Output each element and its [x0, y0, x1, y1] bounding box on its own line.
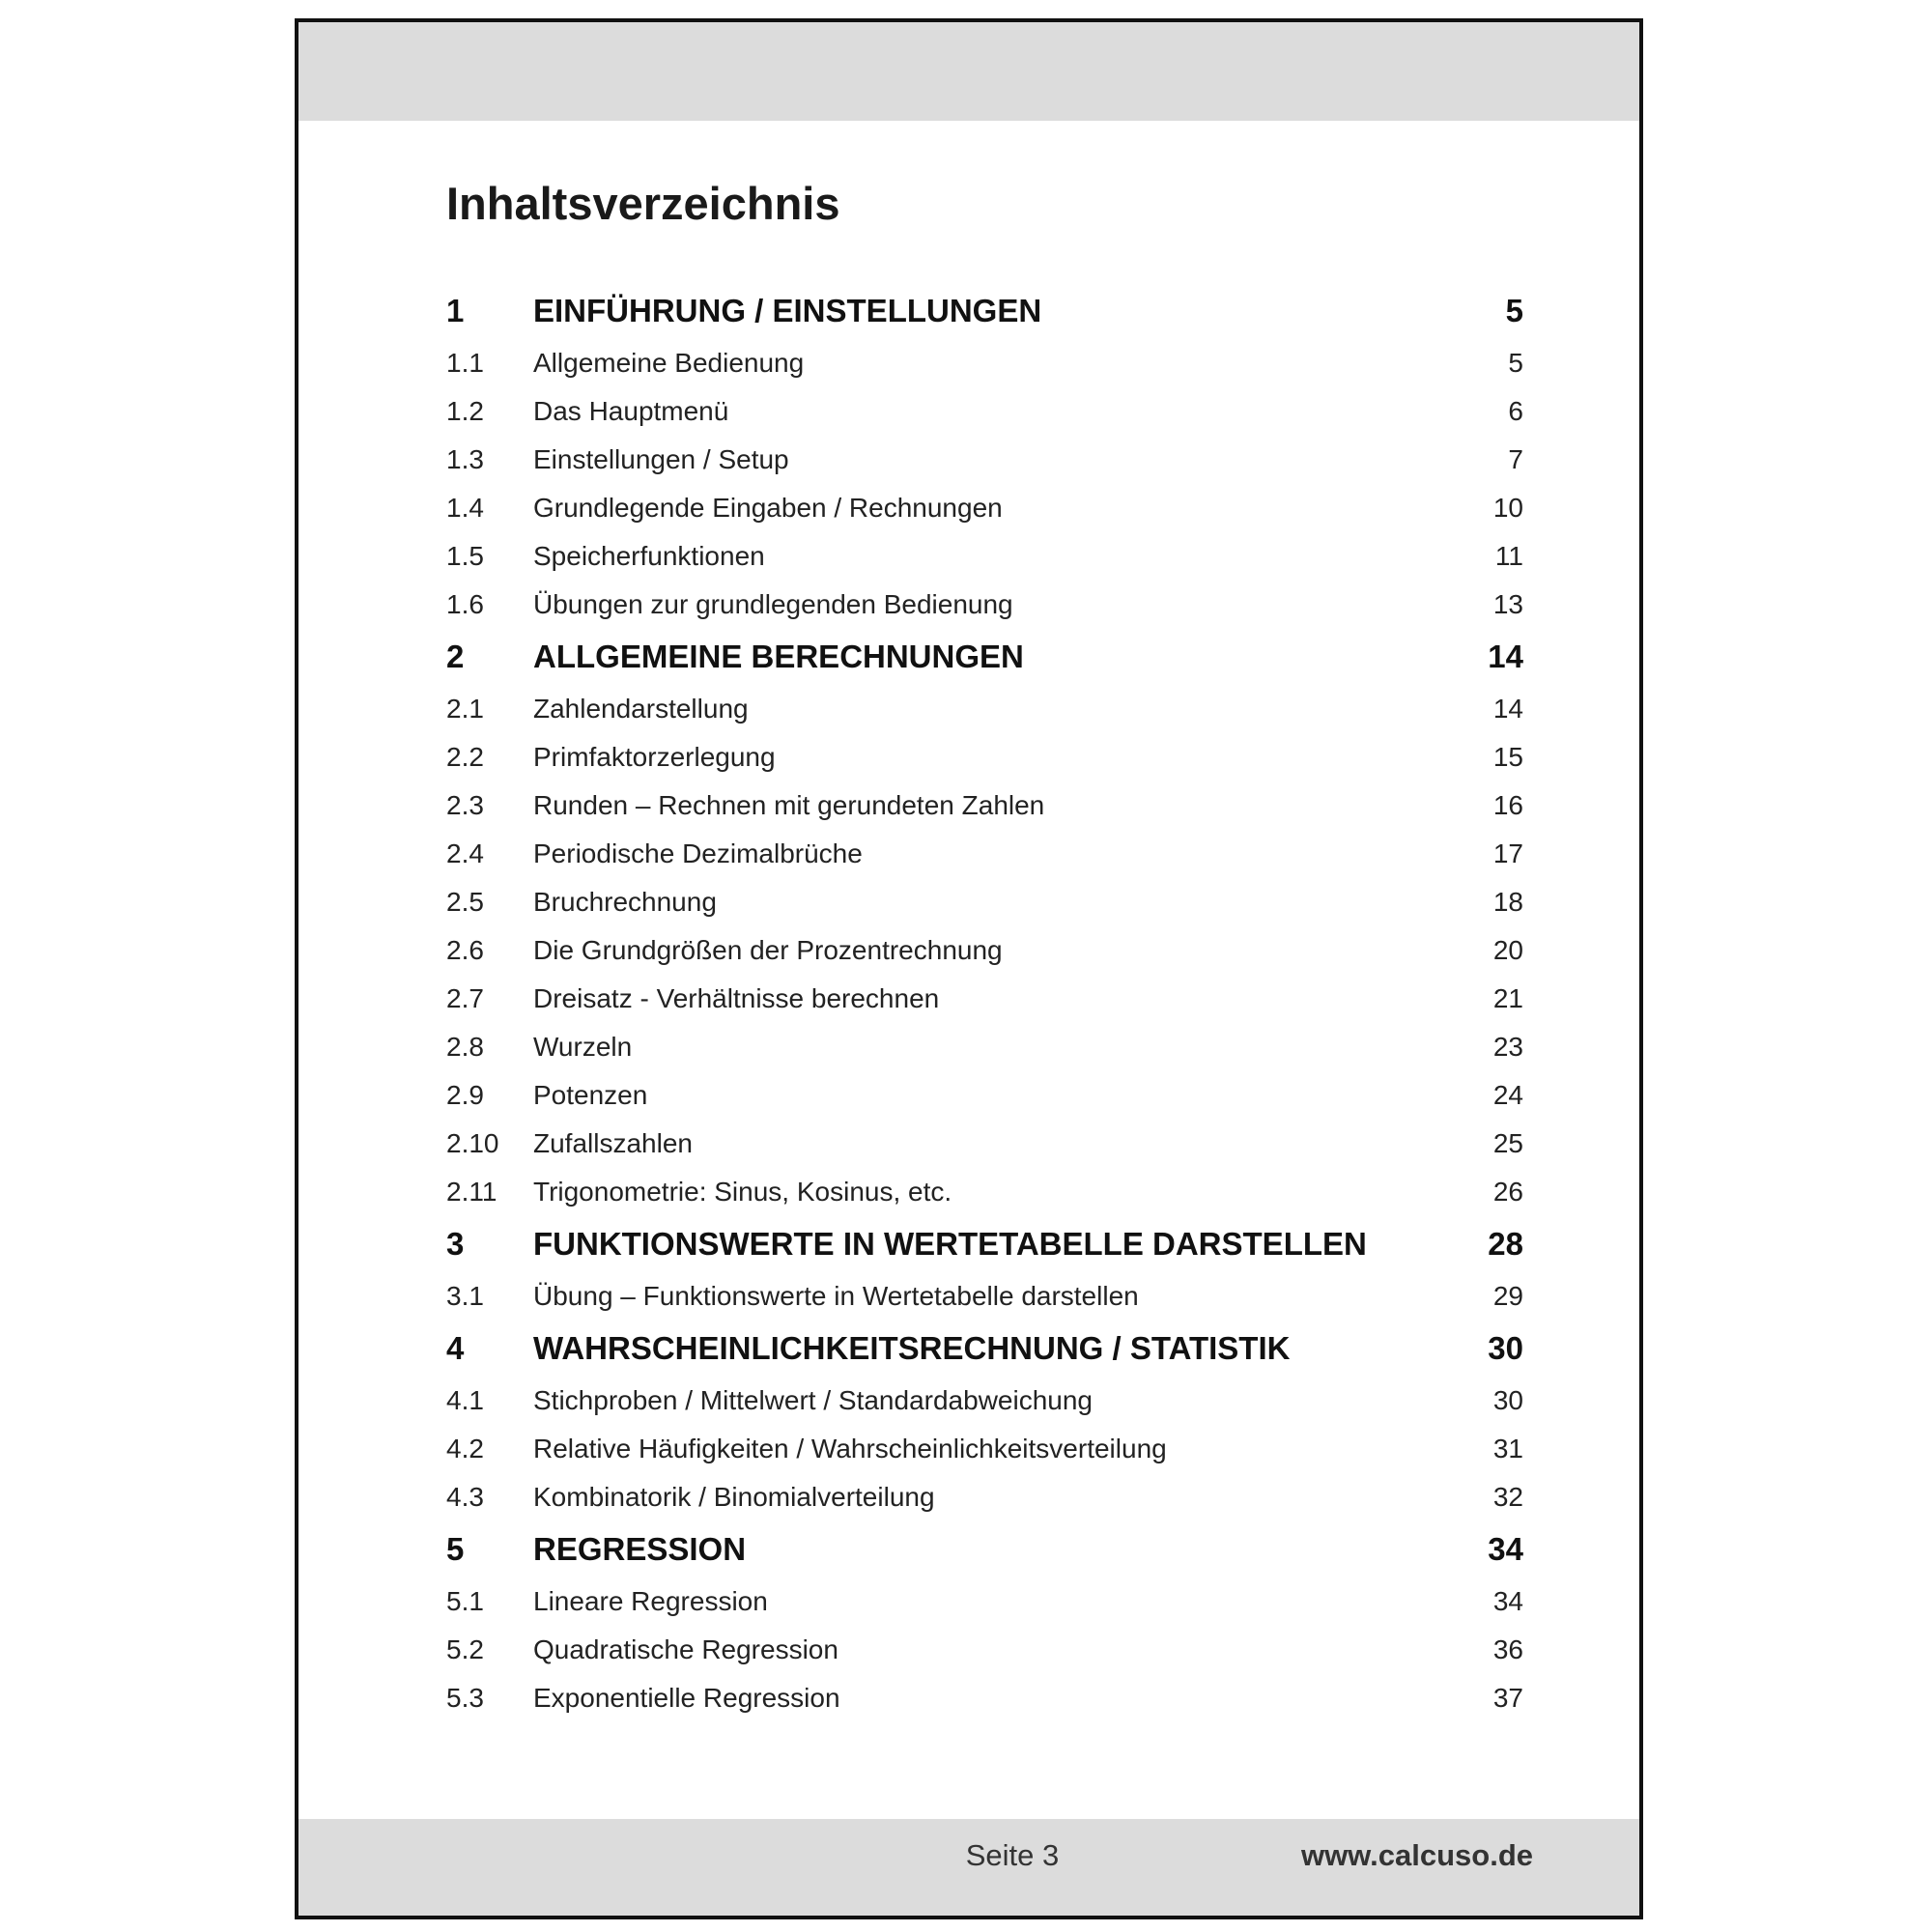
toc-entry-title: Exponentielle Regression: [533, 1683, 840, 1713]
footer-band: [298, 1819, 1639, 1916]
toc-entry-title: Potenzen: [533, 1080, 648, 1110]
toc-entry-title: Relative Häufigkeiten / Wahrscheinlichkeitsverteilung: [533, 1434, 1167, 1463]
toc-entry-title: Übungen zur grundlegenden Bedienung: [533, 589, 1013, 619]
toc-entry-title: Kombinatorik / Binomialverteilung: [533, 1482, 935, 1512]
document-page: [295, 18, 1643, 1919]
toc-entry-number: 4.3: [446, 1482, 484, 1512]
toc-section-row: [446, 926, 1523, 975]
toc-entry-page: 11: [1494, 541, 1523, 571]
toc-entry-page: 14: [1488, 639, 1523, 674]
toc-section-row: [446, 685, 1523, 733]
toc-section-row: [446, 581, 1523, 629]
toc-entry-page: 31: [1492, 1434, 1523, 1463]
footer-url: www.calcuso.de: [1300, 1838, 1533, 1872]
toc-entry-title: Quadratische Regression: [533, 1634, 838, 1664]
toc-entry-title: Trigonometrie: Sinus, Kosinus, etc.: [533, 1177, 952, 1207]
toc-section-row: [446, 1071, 1523, 1120]
toc-entry-page: 25: [1492, 1128, 1523, 1158]
toc-entry-title: Übung – Funktionswerte in Wertetabelle darstellen: [533, 1281, 1139, 1311]
toc-section-row: [446, 1674, 1523, 1722]
toc-entry-title: REGRESSION: [533, 1531, 747, 1567]
toc-entry-title: Wurzeln: [533, 1032, 633, 1062]
toc-entry-title: Einstellungen / Setup: [533, 444, 789, 474]
toc-entry-page: 17: [1492, 838, 1523, 868]
toc-entry-title: Bruchrechnung: [533, 887, 717, 917]
toc-entry-page: 30: [1492, 1385, 1523, 1415]
toc-entry-page: 13: [1492, 589, 1523, 619]
toc-entry-number: 3: [446, 1226, 465, 1262]
toc-entry-page: 37: [1492, 1683, 1523, 1713]
toc-entry-title: Grundlegende Eingaben / Rechnungen: [533, 493, 1003, 523]
toc-section-row: [446, 1120, 1523, 1168]
toc-chapter-row: [446, 1521, 1523, 1577]
toc-entry-title: FUNKTIONSWERTE IN WERTETABELLE DARSTELLEN: [533, 1226, 1367, 1262]
toc-chapter-row: [446, 629, 1523, 685]
toc-entry-number: 5: [446, 1531, 465, 1567]
toc-entry-page: 34: [1492, 1586, 1523, 1616]
header-band: [298, 22, 1639, 121]
toc-section-row: [446, 1473, 1523, 1521]
toc-entry-number: 2.10: [446, 1128, 499, 1158]
toc-entry-page: 14: [1492, 694, 1523, 724]
toc-entry-page: 15: [1492, 742, 1523, 772]
toc-section-row: [446, 781, 1523, 830]
toc-section-row: [446, 532, 1523, 581]
toc-entry-number: 4.1: [446, 1385, 484, 1415]
toc-entry-page: 34: [1488, 1531, 1523, 1567]
toc-entry-page: 30: [1488, 1330, 1523, 1366]
toc-entry-title: Die Grundgrößen der Prozentrechnung: [533, 935, 1003, 965]
toc-entry-page: 28: [1488, 1226, 1523, 1262]
footer-page-number: Seite 3: [965, 1838, 1060, 1872]
toc-entry-number: 2.8: [446, 1032, 484, 1062]
toc-entry-number: 4.2: [446, 1434, 484, 1463]
toc-entry-title: Stichproben / Mittelwert / Standardabweichung: [533, 1385, 1093, 1415]
toc-entry-page: 5: [1505, 293, 1523, 328]
toc-chapter-row: [446, 283, 1523, 339]
toc-entry-number: 1.5: [446, 541, 484, 571]
toc-entry-title: Periodische Dezimalbrüche: [533, 838, 863, 868]
page-title: Inhaltsverzeichnis: [446, 178, 840, 229]
toc-chapter-row: [446, 1321, 1523, 1377]
toc-entry-title: Zufallszahlen: [533, 1128, 693, 1158]
toc-entry-number: 1.1: [446, 348, 484, 378]
toc-entry-number: 2.9: [446, 1080, 484, 1110]
toc-section-row: [446, 387, 1523, 436]
toc-entry-title: Dreisatz - Verhältnisse berechnen: [533, 983, 940, 1013]
toc-entry-number: 3.1: [446, 1281, 484, 1311]
toc-entry-page: 5: [1508, 348, 1523, 378]
toc-entry-number: 5.3: [446, 1683, 484, 1713]
toc-section-row: [446, 436, 1523, 484]
toc-section-row: [446, 339, 1523, 387]
toc-entry-page: 21: [1492, 983, 1523, 1013]
toc-entry-title: EINFÜHRUNG / EINSTELLUNGEN: [533, 293, 1042, 328]
toc-section-row: [446, 1272, 1523, 1321]
toc-section-row: [446, 1577, 1523, 1626]
toc-entry-page: 23: [1492, 1032, 1523, 1062]
toc-entry-number: 2.6: [446, 935, 484, 965]
toc-entry-number: 2.3: [446, 790, 484, 820]
toc-entry-number: 1.4: [446, 493, 484, 523]
toc-section-row: [446, 975, 1523, 1023]
toc-entry-number: 1.2: [446, 396, 484, 426]
toc-entry-number: 5.1: [446, 1586, 484, 1616]
toc-entry-title: Speicherfunktionen: [533, 541, 765, 571]
toc-entry-page: 16: [1492, 790, 1523, 820]
toc-entry-number: 2.4: [446, 838, 484, 868]
toc-section-row: [446, 1023, 1523, 1071]
toc-entry-page: 36: [1492, 1634, 1523, 1664]
toc-entry-page: 24: [1492, 1080, 1523, 1110]
toc-entry-title: Das Hauptmenü: [533, 396, 729, 426]
toc-entry-page: 26: [1492, 1177, 1523, 1207]
toc-section-row: [446, 733, 1523, 781]
toc-entry-number: 2.5: [446, 887, 484, 917]
toc-entry-page: 32: [1492, 1482, 1523, 1512]
toc-entry-title: Lineare Regression: [533, 1586, 768, 1616]
toc-entry-title: Zahlendarstellung: [533, 694, 749, 724]
toc-entry-page: 29: [1492, 1281, 1523, 1311]
toc-entry-page: 18: [1492, 887, 1523, 917]
toc-entry-number: 2.7: [446, 983, 484, 1013]
table-of-contents: [446, 283, 1523, 1722]
toc-entry-title: Runden – Rechnen mit gerundeten Zahlen: [533, 790, 1045, 820]
toc-entry-number: 1: [446, 293, 465, 328]
toc-entry-title: Allgemeine Bedienung: [533, 348, 805, 378]
toc-section-row: [446, 1626, 1523, 1674]
toc-entry-number: 2.2: [446, 742, 484, 772]
toc-section-row: [446, 1168, 1523, 1216]
toc-entry-number: 2.1: [446, 694, 484, 724]
toc-section-row: [446, 1377, 1523, 1425]
toc-entry-title: ALLGEMEINE BERECHNUNGEN: [533, 639, 1024, 674]
toc-entry-number: 4: [446, 1330, 465, 1366]
toc-entry-number: 1.3: [446, 444, 484, 474]
toc-section-row: [446, 484, 1523, 532]
toc-entry-page: 10: [1492, 493, 1523, 523]
toc-entry-number: 5.2: [446, 1634, 484, 1664]
toc-entry-number: 2.11: [446, 1177, 497, 1207]
toc-section-row: [446, 830, 1523, 878]
toc-chapter-row: [446, 1216, 1523, 1272]
toc-entry-page: 20: [1492, 935, 1523, 965]
toc-entry-number: 1.6: [446, 589, 484, 619]
toc-entry-page: 7: [1508, 444, 1523, 474]
toc-entry-number: 2: [446, 639, 465, 674]
toc-entry-title: Primfaktorzerlegung: [533, 742, 776, 772]
toc-section-row: [446, 878, 1523, 926]
toc-entry-title: WAHRSCHEINLICHKEITSRECHNUNG / STATISTIK: [533, 1330, 1291, 1366]
toc-entry-page: 6: [1508, 396, 1523, 426]
toc-section-row: [446, 1425, 1523, 1473]
